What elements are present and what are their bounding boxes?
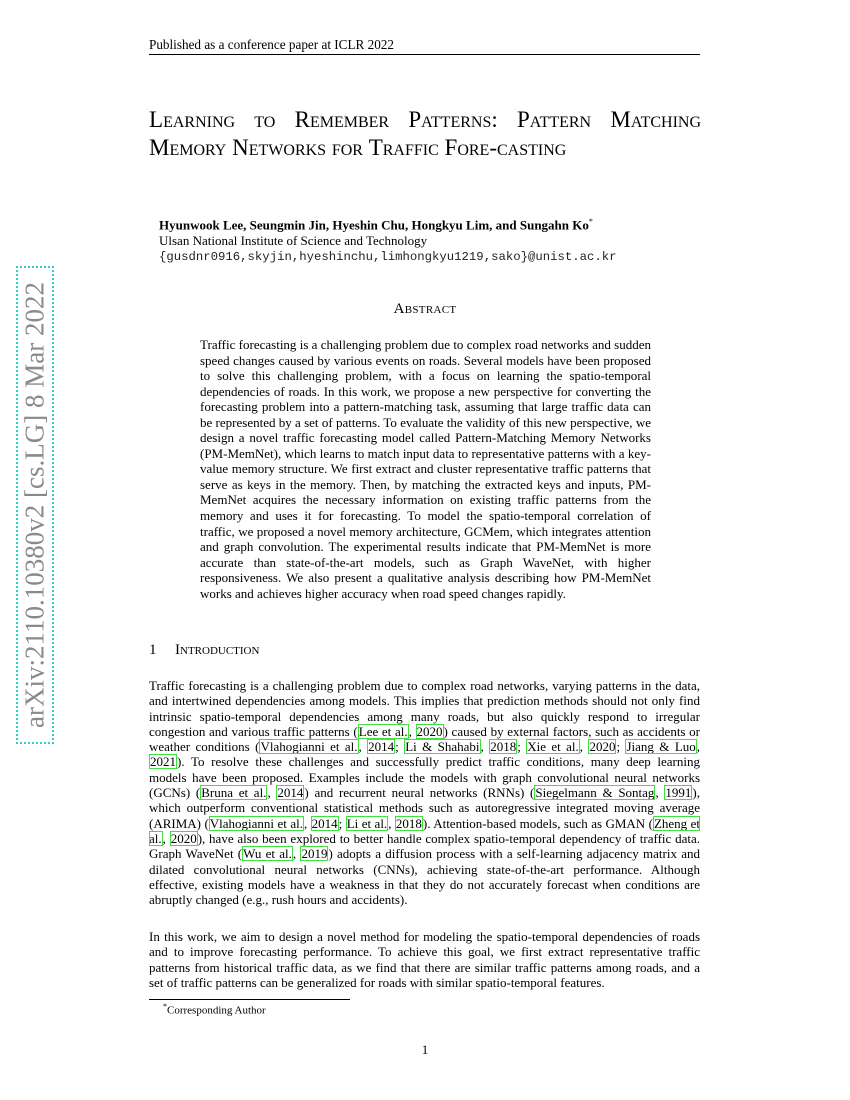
paragraph-text: ,	[162, 830, 170, 846]
title-initial: N	[232, 134, 249, 160]
arxiv-stamp: arXiv:2110.10380v2 [cs.LG] 8 Mar 2022	[19, 282, 50, 728]
citation-link[interactable]: Lee et al.	[358, 723, 408, 739]
paper-title	[149, 106, 701, 161]
citation-link[interactable]: 2014	[368, 739, 395, 755]
paragraph-text: ,	[292, 846, 301, 862]
title-initial: F	[444, 134, 458, 160]
citation-link[interactable]: Zheng et al.	[149, 815, 701, 846]
footnote-rule	[149, 999, 350, 1000]
title-word: emember	[309, 107, 409, 132]
title-word: ore-casting	[457, 134, 567, 160]
arxiv-stamp-box[interactable]	[16, 266, 54, 744]
affiliation: Ulsan National Institute of Science and Technology	[159, 233, 428, 249]
citation-link[interactable]: Jiang & Luo	[626, 739, 696, 755]
paragraph-text: ). Attention-based models, such as GMAN (	[422, 815, 653, 831]
author-emails: {gusdnr0916,skyjin,hyeshinchu,limhongkyu1219,sako}@unist.ac.kr	[159, 250, 617, 265]
paragraph-text: ,	[579, 739, 589, 755]
citation-link[interactable]: 2021	[150, 754, 176, 770]
paragraph-text: ) caused by external factors, such as accidents or weather conditions (	[149, 723, 700, 755]
citation-link[interactable]: Li & Shahabi	[405, 739, 480, 755]
citation-link[interactable]: Wu et al.	[243, 846, 292, 862]
paragraph-text: ,	[696, 739, 701, 755]
citation-link[interactable]: Vlahogianni et al.	[260, 739, 358, 755]
paragraph-text: Traffic forecasting is a challenging problem due to complex road networks, varying patterns in the data, and intertwined dependencies among models. This implies that prediction methods should not only find intrinsic spatio-temporal dependencies among many roads, but also quickly respond to irregular congestion and various traffic patterns (	[149, 678, 700, 739]
title-initial: R	[294, 107, 310, 132]
citation-link[interactable]: 1991	[665, 785, 692, 801]
section-heading-introduction	[149, 642, 259, 659]
paragraph-text: ;	[517, 739, 527, 755]
paragraph-text: ;	[338, 815, 346, 831]
title-word: emory	[169, 134, 233, 160]
header-rule	[149, 54, 700, 55]
citation-link[interactable]: Xie et al.	[527, 739, 579, 755]
paragraph-text: ) and recurrent neural networks (RNNs) (	[304, 785, 535, 801]
citation-link[interactable]: Siegelmann & Sontag	[535, 785, 655, 801]
abstract-heading: Abstract	[393, 301, 457, 317]
paragraph-text: ) adopts a diffusion process with a self-learning adjacency matrix and dilated convolutional neural networks (CNNs), achieving state-of-the-art performance. Although effective, existing models have a weakness in that they do not accurately forecast when conditions are abruptly changed (e.g., rush hours and accidents).	[149, 846, 700, 908]
running-header: Published as a conference paper at ICLR 2022	[149, 37, 394, 52]
section-number: 1	[149, 642, 157, 658]
title-initial: M	[610, 107, 631, 132]
paragraph-text: ,	[655, 785, 665, 801]
title-word: atterns:	[421, 107, 517, 132]
paragraph-text: ). To resolve these challenges and successfully predict traffic conditions, many deep learning models have been proposed. Examples include the models with graph convolutional neural networks (GCNs) (	[149, 754, 700, 801]
title-initial: P	[408, 107, 422, 132]
page-number: 1	[421, 1042, 429, 1057]
citation-link[interactable]: 2014	[311, 815, 338, 831]
title-word: etworks for	[248, 134, 369, 160]
paragraph-text: ;	[395, 739, 405, 755]
citation-link[interactable]: Vlahogianni et al.	[209, 815, 303, 831]
citation-link[interactable]: 2014	[277, 785, 304, 801]
citation-link[interactable]: Li et al.	[346, 815, 388, 831]
citation-link[interactable]: 2020	[416, 723, 443, 739]
citation-link[interactable]: 2019	[301, 846, 328, 862]
author-names: Hyunwook Lee, Seungmin Jin, Hyeshin Chu, Hongkyu Lim, and Sungahn Ko	[159, 217, 589, 233]
footnote	[163, 1002, 266, 1017]
paragraph-text: ,	[303, 815, 311, 831]
section-title: Introduction	[175, 642, 260, 658]
citation-link[interactable]: 2018	[395, 815, 422, 831]
abstract-text: Traffic forecasting is a challenging problem due to complex road networks and sudden speed changes caused by various events on roads. Several models have been proposed to solve this challenging problem, with a focus on learning the spatio-temporal dependencies of roads. In this work, we propose a new perspective for converting the forecasting problem into a pattern-matching task, assuming that large traffic data can be represented by a set of patterns. To evaluate the validity of this new perspective, we design a novel traffic forecasting model called Pattern-Matching Memory Networks (PM-MemNet), which learns to match input data to representative patterns with a key-value memory structure. We first extract and cluster representative traffic patterns that serve as keys in the memory. Then, by matching the extracted keys and inputs, PM-MemNet acquires the necessary information on existing traffic patterns from the memory and uses it for forecasting. To model the spatio-temporal correlation of traffic, we proposed a novel memory architecture, GCMem, which integrates attention and graph convolution. The experimental results indicate that PM-MemNet is more accurate than state-of-the-art models, such as Graph WaveNet, with higher responsiveness. We also present a qualitative analysis describing how PM-MemNet works and achieves higher accuracy when road speed changes rapidly.	[200, 337, 651, 601]
title-initial: M	[149, 134, 170, 160]
citation-link[interactable]: 2020	[589, 739, 616, 755]
paragraph-text: ,	[480, 739, 490, 755]
footnote-mark: *	[163, 1002, 167, 1011]
paragraph-text: ;	[616, 739, 626, 755]
author-block	[159, 214, 617, 265]
title-word: raffic	[382, 134, 445, 160]
footnote-text: Corresponding Author	[167, 1004, 266, 1017]
intro-paragraph-1	[149, 678, 700, 907]
paragraph-text: ,	[408, 723, 416, 739]
title-word: earning to	[163, 107, 295, 132]
paragraph-text: ), have also been explored to better handle complex spatio-temporal dependency of traffic data. Graph WaveNet (	[149, 830, 701, 862]
title-word: attern	[529, 107, 611, 132]
corresponding-mark: *	[588, 217, 593, 226]
title-word: atching	[630, 107, 702, 132]
title-initial: P	[516, 107, 530, 132]
citation-link[interactable]: 2018	[490, 739, 517, 755]
title-initial: T	[368, 134, 383, 160]
citation-link[interactable]: Bruna et al.	[201, 785, 267, 801]
paragraph-text: ), which outperform conventional statistical methods such as autoregressive integrated moving average (ARIMA) (	[149, 785, 700, 831]
paragraph-text: ,	[267, 785, 277, 801]
title-initial: L	[149, 107, 164, 132]
paragraph-text: ,	[388, 815, 395, 831]
intro-paragraph-2: In this work, we aim to design a novel method for modeling the spatio-temporal dependencies of roads and to improve forecasting performance. To achieve this goal, we first extract representative traffic patterns from historical traffic data, as we find that there are similar traffic patterns among roads, and a set of traffic patterns can be generalized for roads with similar spatio-temporal features.	[149, 929, 700, 990]
paragraph-text: ,	[358, 739, 368, 755]
citation-link[interactable]: 2020	[170, 830, 197, 846]
